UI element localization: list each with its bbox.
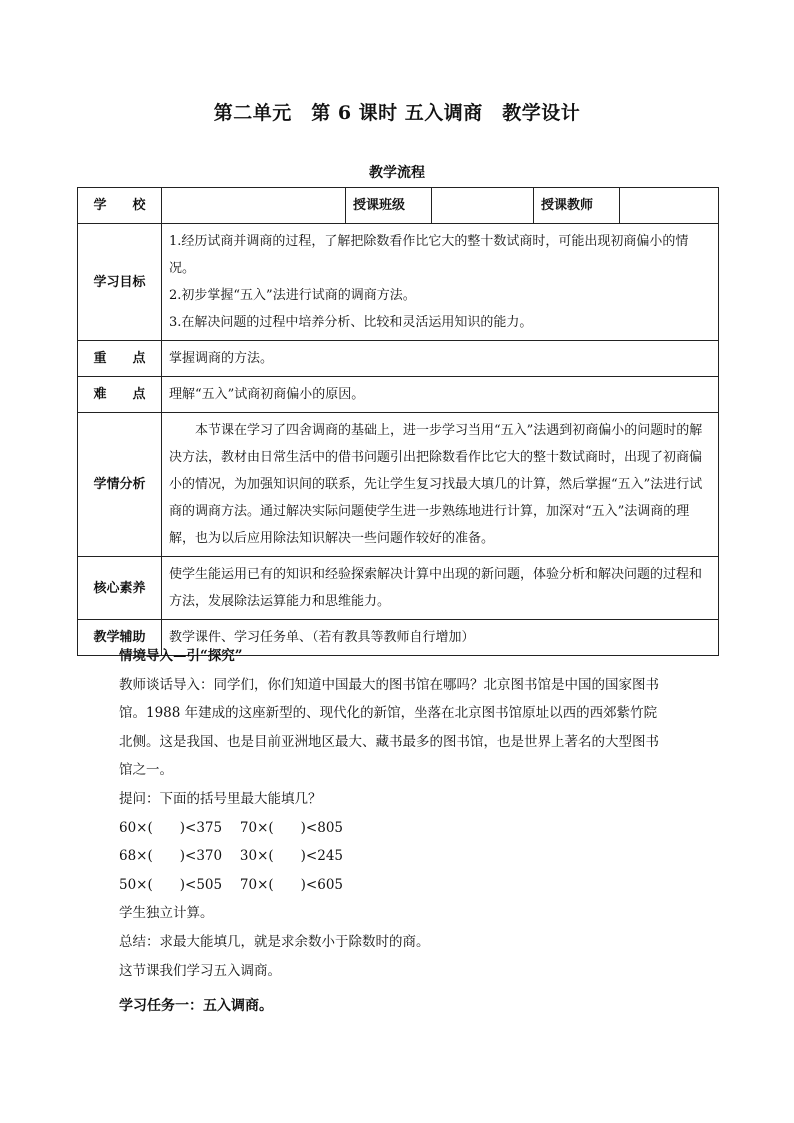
key-point-label: 重 点 [78, 341, 162, 377]
aids-label: 教学辅助 [78, 620, 162, 656]
teacher-label: 授课教师 [534, 188, 620, 224]
literacy-row [78, 557, 719, 620]
exercise-line: 50×( )<505 70×( )<605 [119, 876, 343, 893]
task-heading: 学习任务一：五入调商。 [119, 998, 273, 1014]
intro-line: 馆。1988 年建成的这座新型的、现代化的新馆，坐落在北京图书馆原址以西的西郊紫竹院 [119, 705, 658, 722]
difficulty-label: 难 点 [78, 377, 162, 413]
question: 提问：下面的括号里最大能填几？ [119, 790, 322, 807]
aids-content: 教学课件、学习任务单、（若有教具等教师自行增加） [162, 620, 719, 656]
analysis-label: 学情分析 [78, 413, 162, 557]
class-value [432, 188, 534, 224]
key-point-row [78, 341, 719, 377]
literacy-content: 使学生能运用已有的知识和经验探索解决计算中出现的新问题，体验分析和解决问题的过程和方法，发展除法运算能力和思维能力。 [162, 557, 719, 620]
key-point-content: 掌握调商的方法。 [162, 341, 719, 377]
flow-heading: 情境导入—引“探究” [119, 648, 243, 664]
objectives-content [162, 224, 719, 341]
section-subtitle: 教学流程 [369, 165, 425, 181]
summary: 总结：求最大能填几，就是求余数小于除数时的商。 [119, 933, 430, 950]
objectives-row [78, 224, 719, 341]
school-label: 学 校 [78, 188, 162, 224]
page-title: 第二单元 第 6 课时 五入调商 教学设计 [213, 102, 581, 124]
difficulty-row [78, 377, 719, 413]
intro-line: 教师谈话导入：同学们，你们知道中国最大的图书馆在哪吗？北京图书馆是中国的国家图书 [119, 676, 659, 693]
exercise-line: 60×( )<375 70×( )<805 [119, 819, 343, 836]
objective-2: 2.初步掌握“五入”法进行试商的调商方法。 [169, 288, 416, 303]
objectives-label: 学习目标 [78, 224, 162, 341]
objective-1: 1.经历试商并调商的过程，了解把除数看作比它大的整十数试商时，可能出现初商偏小的情况。 [169, 234, 689, 276]
student-activity: 学生独立计算。 [119, 905, 214, 922]
objective-3: 3.在解决问题的过程中培养分析、比较和灵活运用知识的能力。 [169, 315, 533, 330]
lesson-plan-table [77, 187, 719, 656]
lesson-topic: 这节课我们学习五入调商。 [119, 962, 281, 979]
school-value [162, 188, 346, 224]
teacher-value [620, 188, 719, 224]
analysis-content: 本节课在学习了四舍调商的基础上，进一步学习当用“五入”法遇到初商偏小的问题时的解决方法，教材由日常生活中的借书问题引出把除数看作比它大的整十数试商时，出现了初商偏小的情况，为加强知识间的联系，先让学生复习找最大填几的计算，然后掌握“五入”法进行试商的调商方法。通过解决实际问题使学生进一步熟练地进行计算，加深对“五入”法调商的理解，也为以后应用除法知识解决一些问题作较好的准备。 [162, 413, 719, 557]
analysis-row [78, 413, 719, 557]
class-label: 授课班级 [346, 188, 432, 224]
intro-line: 北侧。这是我国、也是目前亚洲地区最大、藏书最多的图书馆，也是世界上著名的大型图书 [119, 733, 659, 750]
intro-line: 馆之一。 [119, 762, 173, 779]
literacy-label: 核心素养 [78, 557, 162, 620]
difficulty-content: 理解“五入”试商初商偏小的原因。 [162, 377, 719, 413]
school-row [78, 188, 719, 224]
exercise-line: 68×( )<370 30×( )<245 [119, 848, 343, 865]
lesson-flow [119, 642, 709, 985]
